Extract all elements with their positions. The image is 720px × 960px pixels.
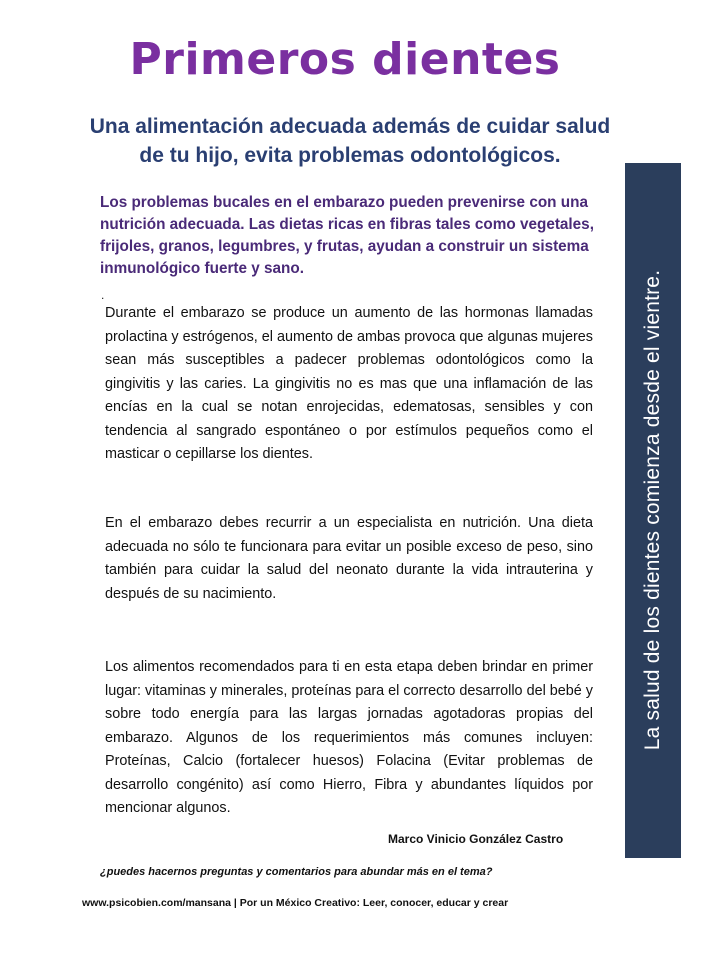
sidebar-banner bbox=[625, 163, 681, 858]
body-paragraph-foods: Los alimentos recomendados para ti en esta etapa deben brindar en primer lugar: vitaminas y minerales, proteínas para el correcto desarrollo del bebé y sobre todo energía para las largas jornadas agotadoras propias del embarazo. Algunos de los requerimientos más comunes incluyen: Proteínas, Calcio (fortalecer huesos) Folacina (Evitar problemas de desarrollo congénito) así como Hierro, Fibra y abundantes líquidos por mencionar algunos. bbox=[105, 659, 593, 816]
page-title: Primeros dientes bbox=[129, 34, 561, 85]
body-paragraph-hormones: Durante el embarazo se produce un aumento de las hormonas llamadas prolactina y estrógenos, el aumento de ambas provoca que algunas mujeres sean más susceptibles a padecer problemas odontológicos como la gingivitis y las caries. La gingivitis no es mas que una inflamación de las encías en la cual se notan enrojecidas, edematosas, sensibles y con tendencia al sangrado espontáneo o por estímulos pequeños como el masticar o cepillarse los dientes. bbox=[105, 305, 593, 462]
question-line: ¿puedes hacernos preguntas y comentarios para abundar más en el tema? bbox=[100, 866, 493, 878]
separator-dot: . bbox=[101, 288, 105, 302]
subtitle: Una alimentación adecuada además de cuidar salud de tu hijo, evita problemas odontológicos. bbox=[89, 115, 611, 167]
footer-link[interactable]: www.psicobien.com/mansana | Por un México Creativo: Leer, conocer, educar y crear bbox=[82, 897, 509, 909]
sidebar-slogan: La salud de los dientes comienza desde el vientre. bbox=[641, 269, 664, 751]
intro-paragraph: Los problemas bucales en el embarazo pueden prevenirse con una nutrición adecuada. Las dietas ricas en fibras tales como vegetales, frijoles, granos, legumbres, y frutas, ayudan a construir un sistema inmunológico fuerte y sano. bbox=[100, 194, 594, 277]
author-name: Marco Vinicio González Castro bbox=[388, 832, 564, 846]
body-paragraph-specialist: En el embarazo debes recurrir a un especialista en nutrición. Una dieta adecuada no sólo te funcionara para evitar un posible exceso de peso, sino también para cuidar la salud del neonato durante la vida intrauterina y después de su nacimiento. bbox=[105, 515, 593, 602]
